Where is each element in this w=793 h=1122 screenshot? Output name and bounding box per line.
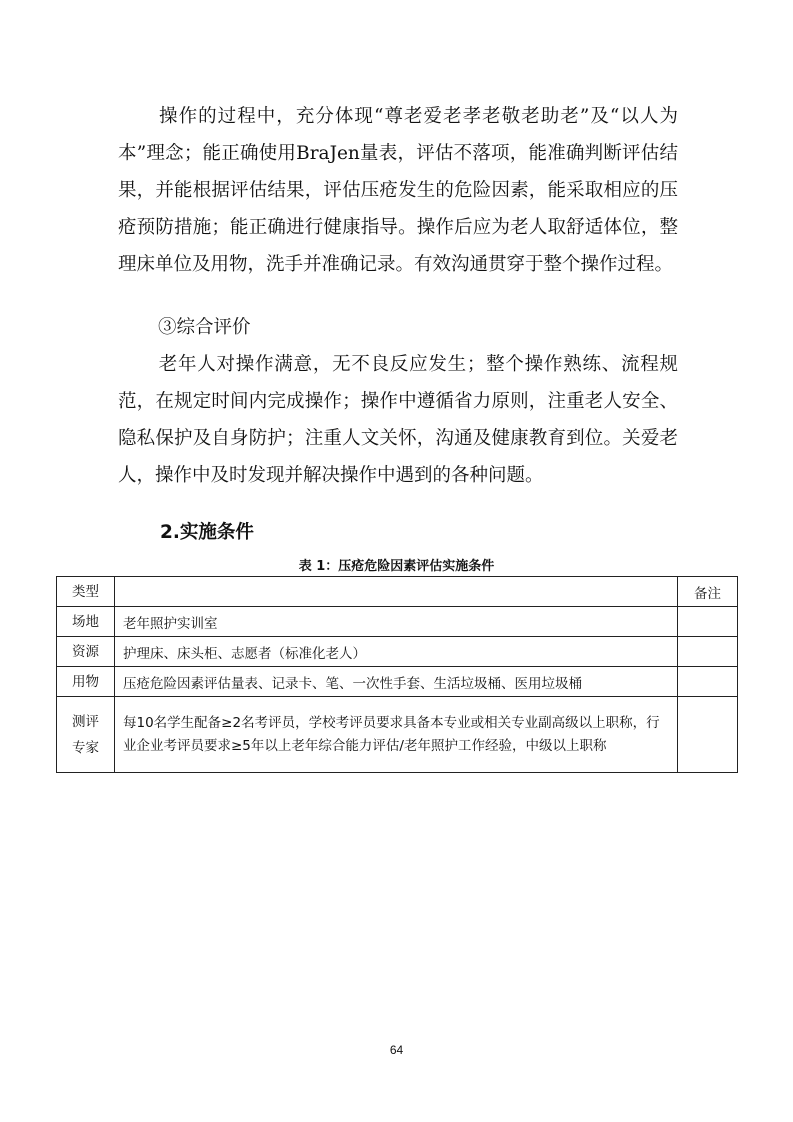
header-type: 类型 [57,577,115,607]
sub-heading-evaluation: ③综合评价 [158,317,251,338]
table-caption: 表 1：压疮危险因素评估实施条件 [298,559,495,574]
page-number: 64 [389,1043,404,1057]
conditions-table [56,576,738,773]
header-note: 备注 [678,577,738,607]
paragraph-1-text: 操作的过程中，充分体现“尊老爱老孝老敬老助老”及“以人为本”理念；能正确使用BraJen量表，评估不落项，能准确判断评估结果，并能根据评估结果，评估压疮发生的危险因素，能采取相应的压疮预防措施；能正确进行健康指导。操作后应为老人取舒适体位，整理床单位及用物，洗手并准确记录。有效沟通贯穿于整个操作过程。 [118,106,678,275]
row-type-expert [57,697,115,773]
row-note [678,607,738,637]
row-content: 老年照护实训室 [115,607,678,637]
row-content: 护理床、床头柜、志愿者（标准化老人） [115,637,678,667]
row-type: 用物 [57,667,115,697]
row-note [678,697,738,773]
row-note [678,637,738,667]
row-type-line-2: 专家 [72,739,99,756]
body-paragraph-2 [118,346,678,494]
row-type: 资源 [57,637,115,667]
row-type-line-1: 测评 [72,713,99,730]
row-note [678,667,738,697]
section-heading: 2.实施条件 [160,522,254,543]
table-row-expert [57,697,738,773]
paragraph-2-text: 老年人对操作满意，无不良反应发生；整个操作熟练、流程规范，在规定时间内完成操作；操作中遵循省力原则，注重老人安全、隐私保护及自身防护；注重人文关怀，沟通及健康教育到位。关爱老人，操作中及时发现并解决操作中遇到的各种问题。 [118,354,678,486]
row-content: 压疮危险因素评估量表、记录卡、笔、一次性手套、生活垃圾桶、医用垃圾桶 [115,667,678,697]
body-paragraph-1 [118,98,678,283]
row-type: 场地 [57,607,115,637]
table-row [57,667,738,697]
header-content [115,577,678,607]
row-content: 每10名学生配备≥2名考评员，学校考评员要求具备本专业或相关专业副高级以上职称，行业企业考评员要求≥5年以上老年综合能力评估/老年照护工作经验，中级以上职称 [115,697,678,773]
table-header-row [57,577,738,607]
table-row [57,607,738,637]
table-row [57,637,738,667]
